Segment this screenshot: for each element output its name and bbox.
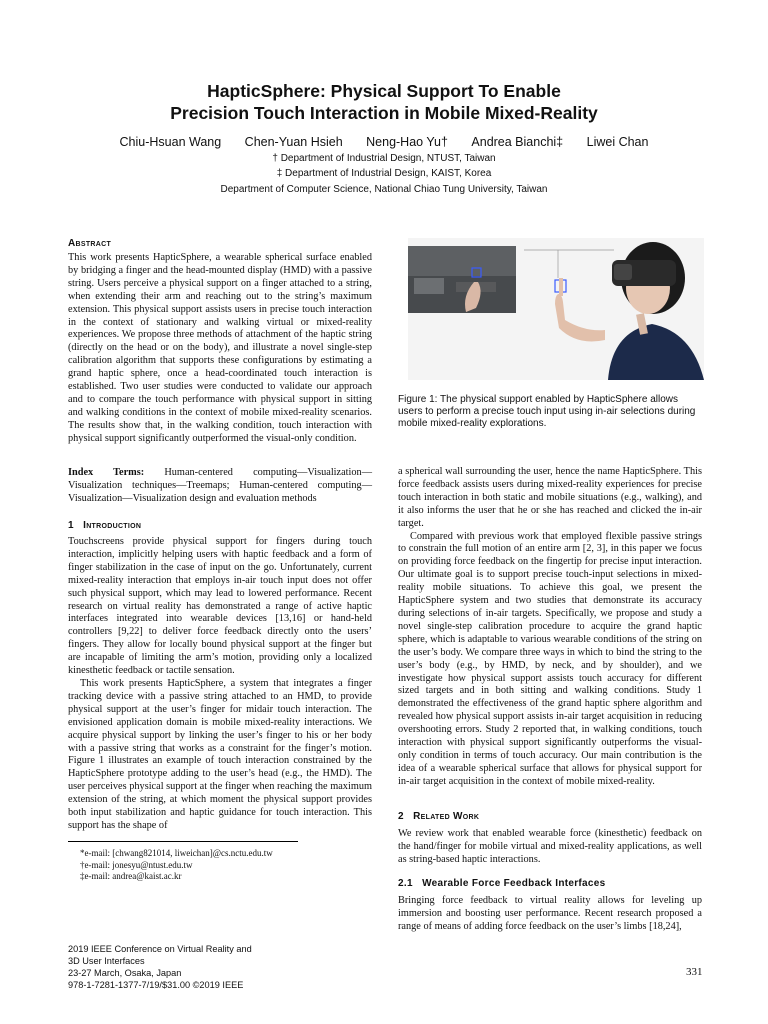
paragraph: a spherical wall surrounding the user, hence the name HapticSphere. This force feedback assists users during mixed-reality experiences for precise touch interaction in both static and mobile situations (e.g., walking), and it also informs the user that he or she has reached and clicked the in-air target.	[398, 466, 702, 529]
figure-1-caption: Figure 1: The physical support enabled by HapticSphere allows users to perform a precise touch input using in-air selections during mobile mixed-reality explorations.	[398, 394, 696, 430]
footnote-email: ‡e-mail: andrea@kaist.ac.kr	[80, 871, 182, 881]
section-title: Introduction	[83, 520, 142, 531]
footnotes	[80, 848, 370, 883]
section-number: 2	[398, 811, 404, 822]
section-number: 2.1	[398, 878, 413, 889]
abstract-text: This work presents HapticSphere, a wearable spherical surface enabled by bridging a finger and the head-mounted display (HMD) with a passive string. Users perceive a physical support on a finger attached to a string, when extending their arm and reaching out to the string’s maximum extension. This physical support assists users in precise touch interaction in the context of stationary and walking virtual or mixed-reality experiences. We propose three methods of attachment of the haptic string (directly on the head or on the body), and illustrate a novel single-step calibration algorithm that supports these configurations by estimating a grand haptic sphere, once a head-coordinated touch interaction is established. Two user studies were conducted to validate our approach and to compare the touch performance with physical support in sitting and walking conditions in the context of mobile mixed-reality scenarios. The results show that, in the walking condition, touch interaction with physical support significantly outperformed the visual-only condition.	[68, 252, 372, 444]
author-name: Chiu-Hsuan Wang	[119, 135, 222, 149]
conference-info	[68, 943, 252, 991]
index-terms-text: Human-centered computing—Visualization—Visualization techniques—Treemaps; Human-centered computing—Visualization—Visualization design and evaluation methods	[68, 467, 373, 504]
paragraph: Touchscreens provide physical support for fingers during touch interaction, implicitly helping users with haptic feedback and a form of finger stabilization in the case of input on the go. Unfortunately, current mixed-reality interaction that employs in-air touch input does not offer such physical support, which may lead to lowered performance. Recent research on virtual reality has demonstrated a range of active haptic interfaces integrated into wearable devices [13,16] or hand-held controllers [9,22] to deliver force feedback directly onto the users’ fingers. They allow for locally bound physical support at the finger but are incapable of limiting the arm’s motion, providing only a localized kinesthetic feedback or tactile sensation.	[68, 536, 372, 677]
section-2-1-body	[398, 895, 702, 934]
section-number: 1	[68, 520, 74, 531]
section-1-body	[68, 536, 372, 833]
author-name: Chen-Yuan Hsieh	[244, 135, 343, 149]
paragraph: We review work that enabled wearable force (kinesthetic) feedback on the hand/finger for mobile virtual and mixed-reality applications, as well as string-based haptic interactions.	[398, 828, 702, 865]
right-column-body	[398, 466, 702, 789]
footnote-rule	[68, 841, 298, 842]
section-title: Wearable Force Feedback Interfaces	[422, 878, 606, 889]
section-2-heading	[398, 811, 702, 822]
affiliation: † Department of Industrial Design, NTUST, Taiwan	[272, 153, 496, 164]
section-2-body	[398, 828, 702, 867]
paper-title	[0, 80, 768, 124]
section-2-1-heading	[398, 878, 702, 889]
index-terms	[68, 467, 372, 506]
figure-1-image	[408, 238, 704, 380]
paragraph: Compared with previous work that employed flexible passive strings to constrain the full motion of an entire arm [2, 3], in this paper we focus on providing force feedback on the fingertip for precise input interaction. Our ultimate goal is to support precise touch-input selections in mixed-reality mobile situations. To achieve this goal, we present the HapticSphere system and two studies that demonstrate its accuracy during selections of in-air targets. Specifically, we propose and study a novel single-step calibration procedure to acquire the grand haptic sphere, which is adaptable to various wearable conditions of the string on the user’s body. We compare three ways in which to bind the string to the user’s body (e.g., by HMD, by neck, and by shoulder), and we investigate how physical support assists touch accuracy for different sized targets and in both sitting and walking conditions. Study 1 demonstrated the effectiveness of the grand haptic sphere algorithm and revealed how physical support assists in-air target acquisition in reducing overshooting errors. Study 2 reported that, in walking conditions, touch interaction with physical support significantly outperforms the visual-only condition in terms of touch accuracy. Our main contribution is the idea of a wearable spherical surface that allows for physical support for in-air target acquisition in the context of mobile mixed-reality.	[398, 530, 702, 787]
title-line-1: HapticSphere: Physical Support To Enable	[207, 81, 561, 101]
affiliation: Department of Computer Science, National Chiao Tung University, Taiwan	[220, 184, 548, 195]
author-name: Andrea Bianchi‡	[471, 135, 564, 149]
index-terms-label: Index Terms:	[68, 467, 145, 478]
paragraph: Bringing force feedback to virtual reality allows for leveling up immersion and boosting user performance. Recent research proposed a range of means of adding force feedback on the user’s limbs [18,24],	[398, 895, 702, 932]
conference-line: 3D User Interfaces	[68, 956, 145, 966]
footnote-email: †e-mail: jonesyu@ntust.edu.tw	[80, 859, 193, 870]
title-line-2: Precision Touch Interaction in Mobile Mixed-Reality	[170, 103, 598, 123]
affiliation: ‡ Department of Industrial Design, KAIST, Korea	[276, 168, 492, 179]
abstract-heading: Abstract	[68, 238, 112, 249]
paragraph: This work presents HapticSphere, a system that integrates a finger tracking device with a passive string attached to an HMD, to provide physical support at the user’s finger for midair touch interaction. The envisioned application domain is mobile mixed-reality interactions. We acquire physical support by linking the user’s finger to his or her body with a passive string that works as a constraint for the finger’s motion. Figure 1 illustrates an example of touch interaction constrained by the HapticSphere prototype adding to the user’s head (e.g., the HMD). The user perceives physical support at the finger when reaching the maximum extension of the string, at which moment the physical support provides both input stabilization and haptic guidance for touch interaction. This support has the shape of	[68, 677, 372, 831]
abstract-body	[68, 252, 372, 446]
conference-line: 2019 IEEE Conference on Virtual Reality and	[68, 944, 252, 954]
page-number: 331	[686, 966, 703, 978]
footnote-email: *e-mail: [chwang821014, liweichan]@cs.nctu.edu.tw	[80, 848, 273, 858]
author-list	[0, 135, 768, 149]
section-1-heading	[68, 520, 372, 531]
conference-line: 978-1-7281-1377-7/19/$31.00 ©2019 IEEE	[68, 980, 244, 990]
section-title: Related Work	[413, 811, 480, 822]
author-name: Neng-Hao Yu†	[366, 135, 448, 149]
conference-line: 23-27 March, Osaka, Japan	[68, 968, 182, 978]
author-name: Liwei Chan	[586, 135, 649, 149]
